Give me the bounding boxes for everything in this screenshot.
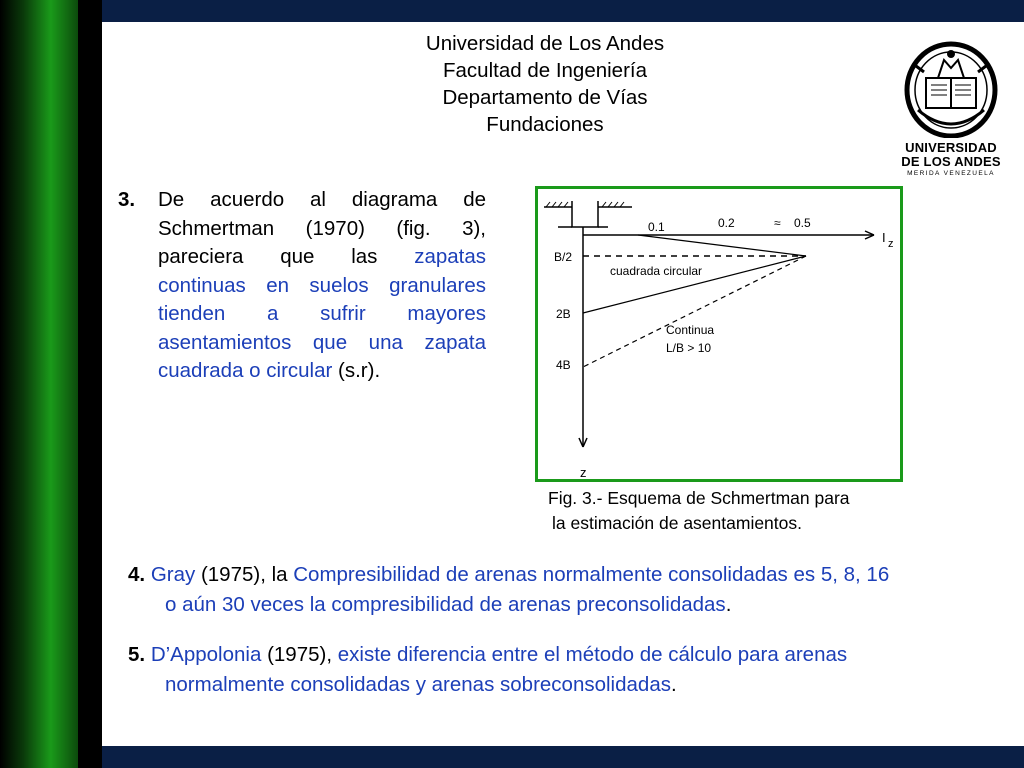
point-5-year: (1975),	[261, 643, 338, 666]
label-02: 0.2	[718, 216, 735, 230]
header-course: Fundaciones	[486, 113, 604, 136]
point-5-author: D’Appolonia	[150, 643, 262, 666]
label-iz-z: z	[888, 238, 894, 250]
label-iz-i: I	[882, 230, 886, 245]
label-z: z	[580, 465, 587, 479]
label-ratio: L/B > 10	[666, 341, 712, 355]
bottom-band	[102, 746, 1024, 768]
header-faculty: Facultad de Ingeniería	[443, 59, 647, 82]
figure-caption	[548, 486, 898, 536]
point-3-body	[158, 186, 486, 386]
header-university: Universidad de Los Andes	[425, 32, 665, 55]
point-4-paragraph	[128, 560, 998, 620]
logo-text-de-los-andes: DE LOS ANDES	[901, 154, 1001, 169]
point-4-line-2	[128, 590, 998, 620]
point-3-number: 3.	[118, 188, 136, 211]
point-5-line-1	[128, 640, 998, 670]
point-4-author: Gray	[150, 563, 196, 586]
university-seal-icon	[898, 38, 1004, 138]
point-5-highlight-2: normalmente consolidadas y arenas sobreconsolidadas	[165, 673, 671, 696]
caption-line-1: Fig. 3.- Esquema de Schmertman para	[548, 488, 850, 508]
label-b2: B/2	[554, 250, 573, 264]
point-4-highlight-2: o aún 30 veces la compresibilidad de arenas preconsolidadas	[165, 593, 726, 616]
header-department: Departamento de Vías	[442, 86, 648, 109]
logo-text-universidad: UNIVERSIDAD	[905, 140, 997, 155]
university-logo	[898, 38, 1004, 188]
square-curve-top	[638, 235, 806, 256]
point-4-number: 4.	[128, 563, 146, 586]
point-5-highlight: existe diferencia entre el método de cálculo para arenas	[337, 643, 848, 666]
logo-text-merida: MERIDA VENEZUELA	[907, 170, 995, 177]
point-5-line-2	[128, 670, 998, 700]
label-continua: Continua	[666, 323, 715, 337]
point-4-end: .	[725, 593, 732, 616]
schmertman-diagram	[538, 189, 900, 479]
label-approx: ≈	[774, 216, 781, 230]
left-dark-strip	[78, 0, 102, 768]
label-square-circular: cuadrada circular	[610, 264, 703, 278]
left-green-bar	[0, 0, 78, 768]
label-2b: 2B	[556, 307, 571, 321]
point-4-line-1	[128, 560, 998, 590]
point-5-end: .	[670, 673, 677, 696]
caption-line-2: la estimación de asentamientos.	[552, 513, 802, 533]
point-4-highlight: Compresibilidad de arenas normalmente consolidadas es 5, 8, 16	[293, 563, 890, 586]
label-05: 0.5	[794, 216, 811, 230]
label-4b: 4B	[556, 358, 571, 372]
point-5-paragraph	[128, 640, 998, 700]
top-band	[102, 0, 1024, 22]
point-3-highlight: zapatas continuas en suelos granulares tienden a sufrir mayores asentamientos que una zapata cuadrada o circular	[158, 245, 486, 382]
footing-outline	[572, 201, 598, 227]
schmertman-figure-frame	[535, 186, 903, 482]
point-3-text-a: De acuerdo al diagrama de Schmertman (1970) (fig. 3), pareciera que las	[158, 188, 486, 268]
slide-header	[345, 30, 745, 138]
point-5-number: 5.	[128, 643, 146, 666]
label-01: 0.1	[648, 220, 665, 234]
point-3-paragraph	[118, 186, 486, 386]
point-3-text-b: (s.r).	[332, 359, 381, 382]
point-4-year: (1975), la	[195, 563, 294, 586]
